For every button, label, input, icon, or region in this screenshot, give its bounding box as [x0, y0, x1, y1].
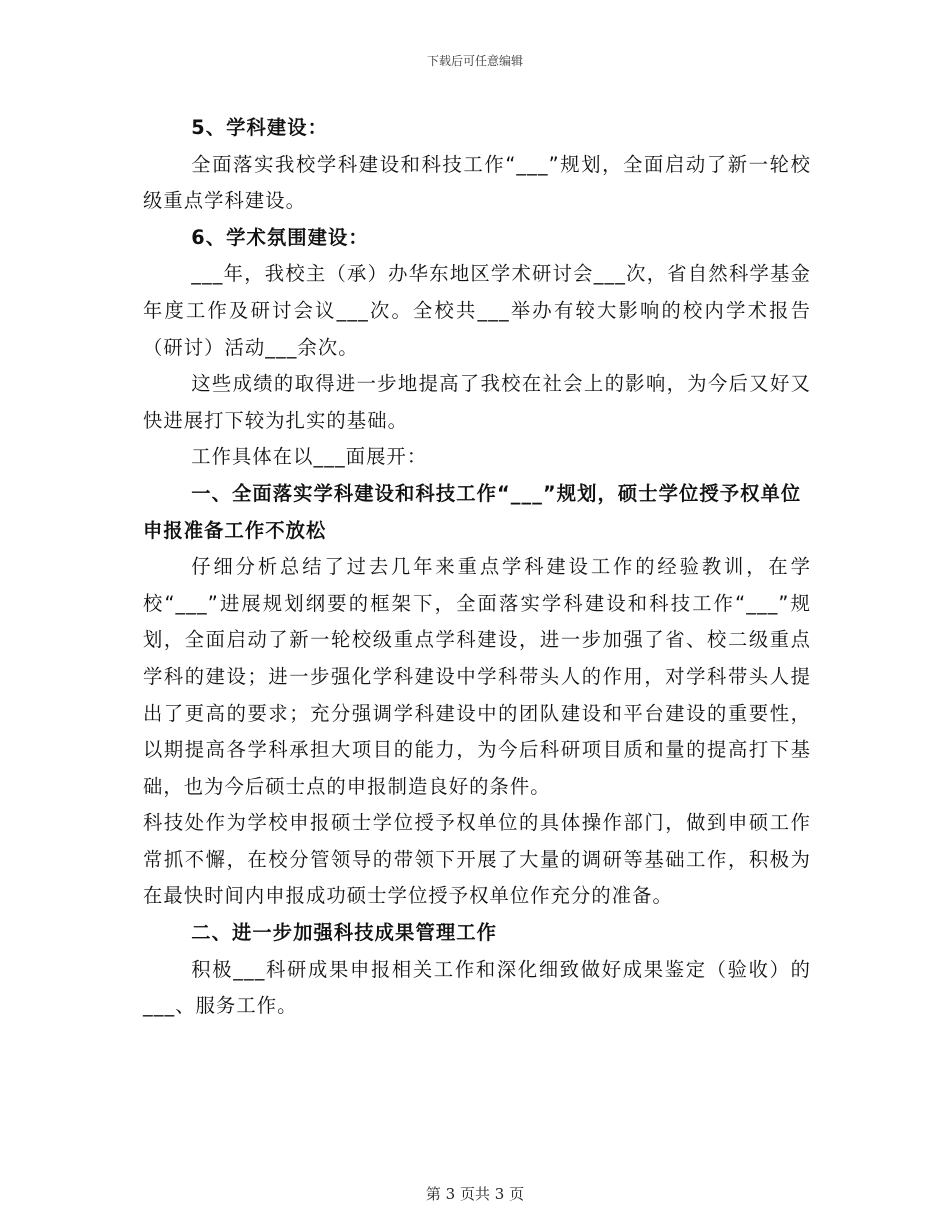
section-heading-one: 一、全面落实学科建设和科技工作“___”规划，硕士学位授予权单位申报准备工作不放松 — [143, 481, 802, 542]
page-number: 第 3 页共 3 页 — [425, 1185, 525, 1203]
section-heading-6: 6、学术氛围建设： — [191, 225, 369, 249]
page-header-note: 下载后可任意编辑 — [426, 54, 523, 68]
paragraph-achievement-management: 积极___科研成果申报相关工作和深化细致做好成果鉴定（验收）的___、服务工作。 — [143, 957, 811, 1018]
document-body — [143, 110, 811, 1025]
section-heading-two: 二、进一步加强科技成果管理工作 — [191, 921, 497, 945]
paragraph-analysis: 仔细分析总结了过去几年来重点学科建设工作的经验教训，在学校“___”进展规划纲要的框架下，全面落实学科建设和科技工作“___”规划，全面启动了新一轮校级重点学科建设，进一步加强了省、校二级重点学科的建设；进一步强化学科建设中学科带头人的作用，对学科带头人提出了更高的要求；充分强调学科建设中的团队建设和平台建设的重要性，以期提高各学科承担大项目的能力，为今后科研项目质和量的提高打下基础，也为今后硕士点的申报制造良好的条件。 — [143, 555, 811, 798]
paragraph-academic-atmosphere: ___年，我校主（承）办华东地区学术研讨会___次，省自然科学基金年度工作及研讨会议___次。全校共___举办有较大影响的校内学术报告（研讨）活动___余次。 — [143, 262, 811, 359]
section-heading-5: 5、学科建设： — [191, 116, 329, 139]
paragraph-achievements: 这些成绩的取得进一步地提高了我校在社会上的影响，为今后又好又快进展打下较为扎实的基础。 — [143, 372, 811, 432]
paragraph-discipline-construction: 全面落实我校学科建设和科技工作“___”规划，全面启动了新一轮校级重点学科建设。 — [143, 152, 811, 213]
paragraph-tech-office: 科技处作为学校申报硕士学位授予权单位的具体操作部门，做到申硕工作常抓不懈，在校分管领导的带领下开展了大量的调研等基础工作，积极为在最快时间内申报成功硕士学位授予权单位作充分的准备。 — [143, 811, 811, 908]
paragraph-work-intro: 工作具体在以___面展开： — [191, 445, 428, 469]
